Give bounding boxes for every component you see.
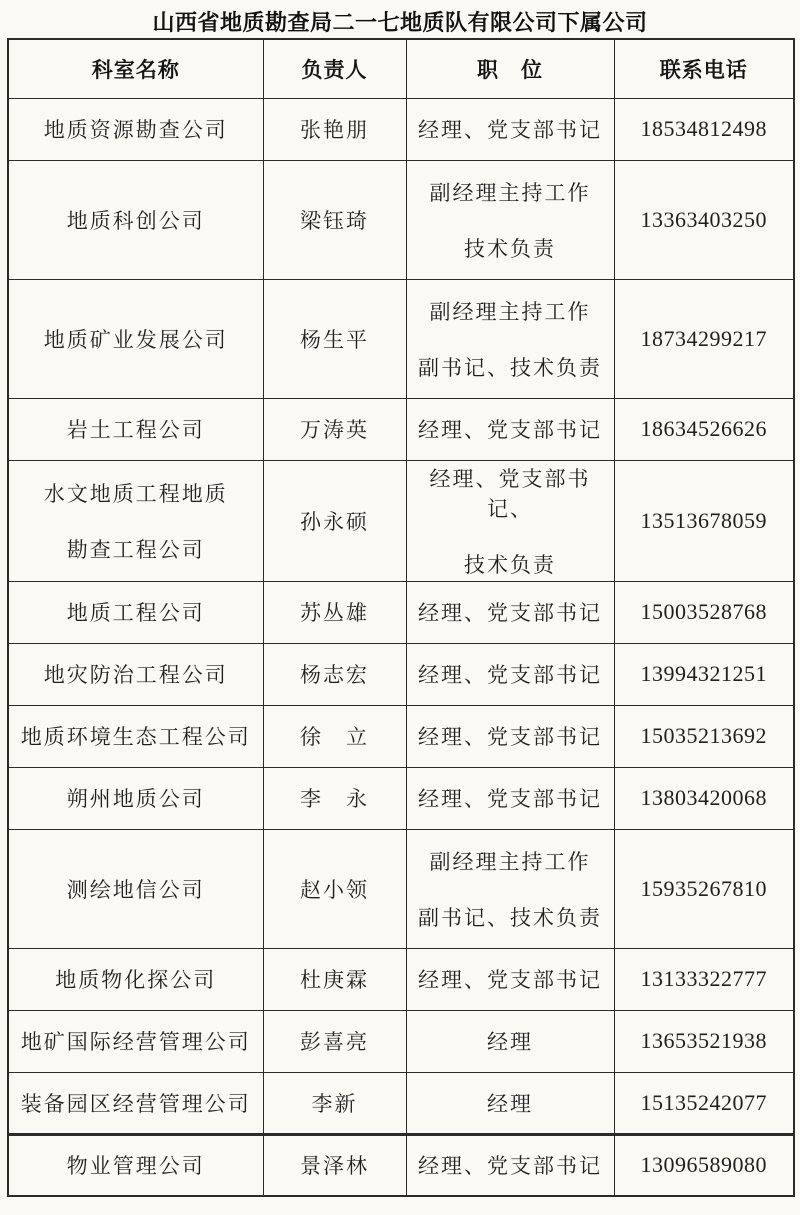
cell-line: 地质物化探公司	[55, 968, 217, 992]
cell-line: 副书记、技术负责	[418, 905, 602, 930]
position-cell	[406, 829, 614, 948]
phone-cell	[614, 160, 794, 279]
cell-line: 装备园区经营管理公司	[20, 1091, 251, 1116]
company-name-cell	[8, 460, 263, 581]
cell-line: 孙永硕	[300, 509, 369, 534]
cell-line: 经理、党支部书记	[418, 118, 602, 142]
cell-line: 副经理主持工作	[429, 849, 591, 874]
position-cell	[406, 398, 614, 460]
column-header-phone: 联系电话	[614, 39, 794, 98]
cell-line: 15003528768	[640, 599, 767, 624]
company-name-cell	[8, 829, 263, 948]
cell-line: 杨生平	[300, 327, 369, 352]
cell-line: 13803420068	[640, 785, 767, 810]
company-name-cell	[8, 581, 263, 643]
position-cell	[406, 98, 614, 160]
cell-line: 地质资源勘查公司	[43, 118, 228, 142]
company-name-cell	[8, 1010, 263, 1072]
column-header-position: 职 位	[406, 39, 614, 98]
table-header	[8, 39, 794, 98]
cell-line: 经理、党支部书记	[418, 601, 602, 625]
cell-line: 经理、党支部书记、	[429, 466, 591, 521]
company-name-cell	[8, 398, 263, 460]
cell-line: 13653521938	[640, 1028, 767, 1053]
header-row	[8, 39, 794, 98]
cell-line: 18734299217	[640, 325, 767, 351]
table-row	[8, 767, 794, 829]
table-row	[8, 581, 794, 643]
cell-line: 测绘地信公司	[66, 877, 205, 902]
cell-line: 技术负责	[464, 552, 556, 577]
cell-line: 赵小领	[300, 877, 369, 902]
table-row	[8, 705, 794, 767]
table-row	[8, 279, 794, 398]
cell-line: 彭喜亮	[300, 1030, 369, 1054]
cell-line: 13994321251	[640, 661, 767, 686]
cell-line: 副经理主持工作	[429, 180, 591, 205]
cell-line: 15035213692	[640, 723, 767, 748]
cell-line: 技术负责	[464, 236, 556, 261]
table-row	[8, 1010, 794, 1072]
cell-line: 经理、党支部书记	[418, 418, 602, 442]
cell-line: 15935267810	[640, 875, 767, 901]
table-row	[8, 948, 794, 1010]
table-row	[8, 1134, 794, 1196]
cell-line: 地质环境生态工程公司	[20, 725, 251, 749]
table-row	[8, 398, 794, 460]
cell-line: 经理、党支部书记	[418, 725, 602, 749]
position-cell	[406, 948, 614, 1010]
company-name-cell	[8, 160, 263, 279]
phone-cell	[614, 1072, 794, 1134]
cell-line: 副书记、技术负责	[418, 355, 602, 380]
position-cell	[406, 460, 614, 581]
table-row	[8, 460, 794, 581]
company-name-cell	[8, 705, 263, 767]
position-cell	[406, 643, 614, 705]
company-name-cell	[8, 948, 263, 1010]
cell-line: 杜庚霖	[300, 968, 369, 992]
position-cell	[406, 767, 614, 829]
position-cell	[406, 1010, 614, 1072]
position-cell	[406, 705, 614, 767]
cell-line: 经理、党支部书记	[418, 787, 602, 811]
company-name-cell	[8, 1072, 263, 1134]
cell-line: 13513678059	[640, 507, 767, 533]
cell-line: 13096589080	[640, 1152, 767, 1178]
cell-line: 13133322777	[640, 966, 767, 991]
cell-line: 18634526626	[640, 416, 767, 441]
phone-cell	[614, 643, 794, 705]
cell-line: 岩土工程公司	[66, 418, 205, 442]
cell-line: 梁钰琦	[300, 208, 369, 233]
person-cell	[263, 643, 406, 705]
phone-cell	[614, 767, 794, 829]
person-cell	[263, 1134, 406, 1196]
cell-line: 杨志宏	[300, 663, 369, 687]
phone-cell	[614, 398, 794, 460]
person-cell	[263, 160, 406, 279]
phone-cell	[614, 829, 794, 948]
column-header-department: 科室名称	[8, 39, 263, 98]
cell-line: 地质科创公司	[66, 208, 205, 233]
position-cell	[406, 160, 614, 279]
table-body	[8, 98, 794, 1196]
cell-line: 张艳朋	[300, 118, 369, 142]
table-row	[8, 98, 794, 160]
cell-line: 地矿国际经营管理公司	[20, 1030, 251, 1054]
cell-line: 李新	[311, 1091, 358, 1116]
phone-cell	[614, 1134, 794, 1196]
phone-cell	[614, 279, 794, 398]
company-name-cell	[8, 98, 263, 160]
company-name-cell	[8, 643, 263, 705]
person-cell	[263, 948, 406, 1010]
page-title: 山西省地质勘查局二一七地质队有限公司下属公司	[152, 10, 648, 35]
person-cell	[263, 279, 406, 398]
position-cell	[406, 1134, 614, 1196]
column-header-person: 负责人	[263, 39, 406, 98]
cell-line: 13363403250	[640, 206, 767, 232]
phone-cell	[614, 581, 794, 643]
position-cell	[406, 279, 614, 398]
person-cell	[263, 705, 406, 767]
table-row	[8, 1072, 794, 1134]
company-name-cell	[8, 279, 263, 398]
person-cell	[263, 1010, 406, 1072]
cell-line: 景泽林	[300, 1154, 369, 1179]
company-name-cell	[8, 767, 263, 829]
phone-cell	[614, 705, 794, 767]
cell-line: 经理、党支部书记	[418, 663, 602, 687]
subsidiaries-table	[7, 38, 795, 1197]
cell-line: 经理	[487, 1030, 533, 1054]
phone-cell	[614, 460, 794, 581]
cell-line: 地灾防治工程公司	[43, 663, 228, 687]
cell-line: 徐 立	[300, 725, 369, 749]
cell-line: 勘查工程公司	[66, 537, 205, 562]
cell-line: 物业管理公司	[66, 1154, 205, 1179]
cell-line: 地质矿业发展公司	[43, 327, 228, 352]
cell-line: 经理、党支部书记	[418, 968, 602, 992]
cell-line: 万涛英	[300, 418, 369, 442]
position-cell	[406, 581, 614, 643]
cell-line: 18534812498	[640, 116, 767, 141]
person-cell	[263, 398, 406, 460]
person-cell	[263, 1072, 406, 1134]
cell-line: 经理、党支部书记	[418, 1154, 602, 1179]
cell-line: 李 永	[300, 787, 369, 811]
phone-cell	[614, 1010, 794, 1072]
cell-line: 苏丛雄	[300, 601, 369, 625]
person-cell	[263, 581, 406, 643]
cell-line: 经理	[487, 1091, 533, 1116]
person-cell	[263, 767, 406, 829]
cell-line: 地质工程公司	[66, 601, 205, 625]
company-name-cell	[8, 1134, 263, 1196]
table-row	[8, 160, 794, 279]
cell-line: 副经理主持工作	[429, 299, 591, 324]
phone-cell	[614, 948, 794, 1010]
table-row	[8, 829, 794, 948]
position-cell	[406, 1072, 614, 1134]
phone-cell	[614, 98, 794, 160]
cell-line: 朔州地质公司	[66, 787, 205, 811]
person-cell	[263, 98, 406, 160]
person-cell	[263, 460, 406, 581]
cell-line: 水文地质工程地质	[43, 481, 228, 506]
cell-line: 15135242077	[640, 1089, 767, 1115]
table-row	[8, 643, 794, 705]
person-cell	[263, 829, 406, 948]
